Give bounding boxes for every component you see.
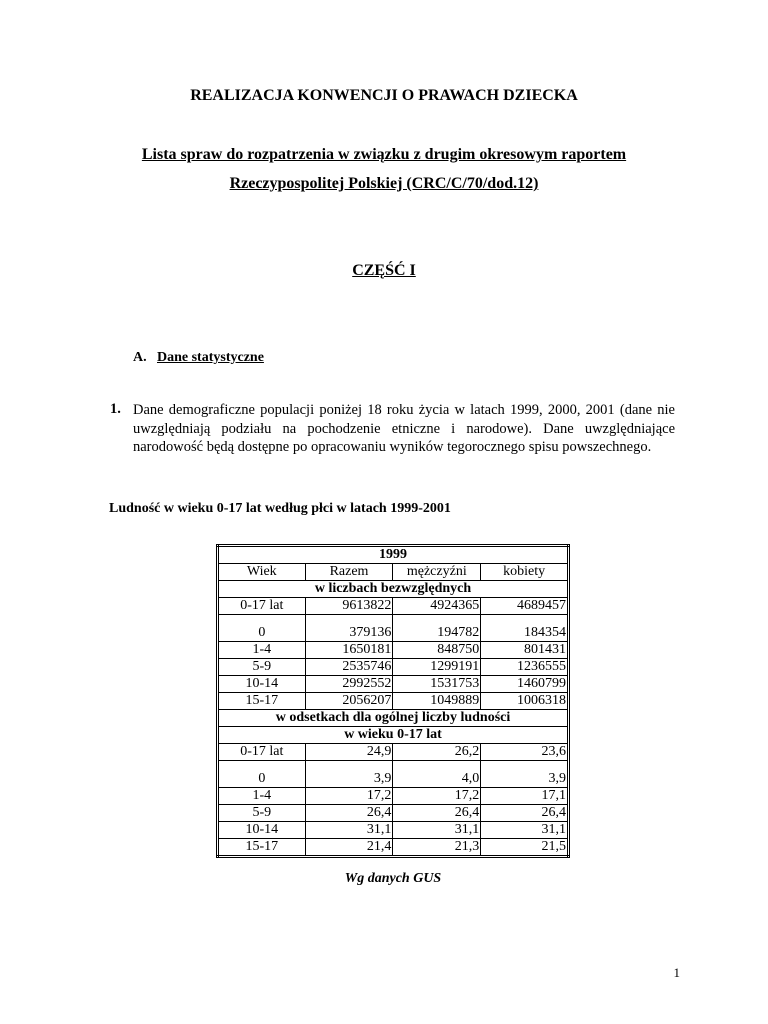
male-cell: 1299191 xyxy=(393,659,481,676)
age-cell: 5-9 xyxy=(218,659,306,676)
female-cell: 1236555 xyxy=(481,659,569,676)
total-cell: 2056207 xyxy=(305,693,393,710)
table-row xyxy=(218,761,569,788)
section-a-title: Dane statystyczne xyxy=(157,350,264,365)
table-row xyxy=(218,839,569,857)
age-cell: 0-17 lat xyxy=(218,598,306,615)
table-row xyxy=(218,642,569,659)
age-cell: 15-17 xyxy=(218,839,306,857)
age-cell: 1-4 xyxy=(218,788,306,805)
column-header-row xyxy=(218,564,569,581)
total-cell: 2992552 xyxy=(305,676,393,693)
female-cell: 4689457 xyxy=(481,598,569,615)
age-cell: 0-17 lat xyxy=(218,744,306,761)
section-a-letter: A. xyxy=(133,350,147,365)
table-total-row xyxy=(218,744,569,761)
page-number: 1 xyxy=(673,965,680,980)
year-row xyxy=(218,546,569,564)
population-table xyxy=(216,544,570,858)
male-cell: 1049889 xyxy=(393,693,481,710)
female-cell: 21,5 xyxy=(481,839,569,857)
male-cell: 26,2 xyxy=(393,744,481,761)
total-cell: 2535746 xyxy=(305,659,393,676)
total-cell: 17,2 xyxy=(305,788,393,805)
age-cell: 0 xyxy=(218,761,306,788)
document-title: REALIZACJA KONWENCJI O PRAWACH DZIECKA xyxy=(190,87,578,104)
total-cell: 21,4 xyxy=(305,839,393,857)
column-header: Razem xyxy=(305,564,393,581)
male-cell: 17,2 xyxy=(393,788,481,805)
male-cell: 194782 xyxy=(393,615,481,642)
age-cell: 1-4 xyxy=(218,642,306,659)
female-cell: 23,6 xyxy=(481,744,569,761)
female-cell: 184354 xyxy=(481,615,569,642)
age-cell: 15-17 xyxy=(218,693,306,710)
total-cell: 9613822 xyxy=(305,598,393,615)
percent-section-row-2 xyxy=(218,727,569,744)
item-1-paragraph: Dane demograficzne populacji poniżej 18 roku życia w latach 1999, 2000, 2001 (dane nie uwzględniają podziału na pochodzenie etniczne i narodowe). Dane uwzględniające narodowość będą dostępne po opracowaniu wyników tegorocznego spisu powszechnego. xyxy=(133,402,675,455)
female-cell: 26,4 xyxy=(481,805,569,822)
female-cell: 17,1 xyxy=(481,788,569,805)
year-header: 1999 xyxy=(218,546,569,564)
female-cell: 31,1 xyxy=(481,822,569,839)
male-cell: 26,4 xyxy=(393,805,481,822)
age-cell: 10-14 xyxy=(218,822,306,839)
table-row xyxy=(218,805,569,822)
female-cell: 3,9 xyxy=(481,761,569,788)
document-subtitle-line1: Lista spraw do rozpatrzenia w związku z drugim okresowym raportem xyxy=(141,146,627,163)
total-cell: 31,1 xyxy=(305,822,393,839)
absolute-section-header: w liczbach bezwzględnych xyxy=(218,581,569,598)
percent-section-header: w odsetkach dla ogólnej liczby ludności xyxy=(218,710,569,727)
percent-section-header-2: w wieku 0-17 lat xyxy=(218,727,569,744)
table-row xyxy=(218,822,569,839)
age-cell: 10-14 xyxy=(218,676,306,693)
male-cell: 21,3 xyxy=(393,839,481,857)
total-cell: 379136 xyxy=(305,615,393,642)
table-row xyxy=(218,659,569,676)
document-subtitle-line2: Rzeczypospolitej Polskiej (CRC/C/70/dod.12) xyxy=(229,175,539,192)
male-cell: 848750 xyxy=(393,642,481,659)
table-row xyxy=(218,676,569,693)
total-cell: 3,9 xyxy=(305,761,393,788)
column-header: Wiek xyxy=(218,564,306,581)
column-header: mężczyźni xyxy=(393,564,481,581)
table-row xyxy=(218,615,569,642)
percent-section-row xyxy=(218,710,569,727)
item-1-number: 1. xyxy=(110,401,121,417)
absolute-section-row xyxy=(218,581,569,598)
table-row xyxy=(218,788,569,805)
column-header: kobiety xyxy=(481,564,569,581)
male-cell: 4,0 xyxy=(393,761,481,788)
female-cell: 801431 xyxy=(481,642,569,659)
table-total-row xyxy=(218,598,569,615)
total-cell: 26,4 xyxy=(305,805,393,822)
age-cell: 5-9 xyxy=(218,805,306,822)
table-row xyxy=(218,693,569,710)
total-cell: 1650181 xyxy=(305,642,393,659)
male-cell: 1531753 xyxy=(393,676,481,693)
total-cell: 24,9 xyxy=(305,744,393,761)
female-cell: 1460799 xyxy=(481,676,569,693)
female-cell: 1006318 xyxy=(481,693,569,710)
male-cell: 4924365 xyxy=(393,598,481,615)
section-a-heading xyxy=(133,350,264,366)
age-cell: 0 xyxy=(218,615,306,642)
male-cell: 31,1 xyxy=(393,822,481,839)
table-source-note: Wg danych GUS xyxy=(344,871,442,886)
table-caption: Ludność w wieku 0-17 lat według płci w latach 1999-2001 xyxy=(109,501,451,516)
part-heading: CZĘŚĆ I xyxy=(352,262,416,279)
